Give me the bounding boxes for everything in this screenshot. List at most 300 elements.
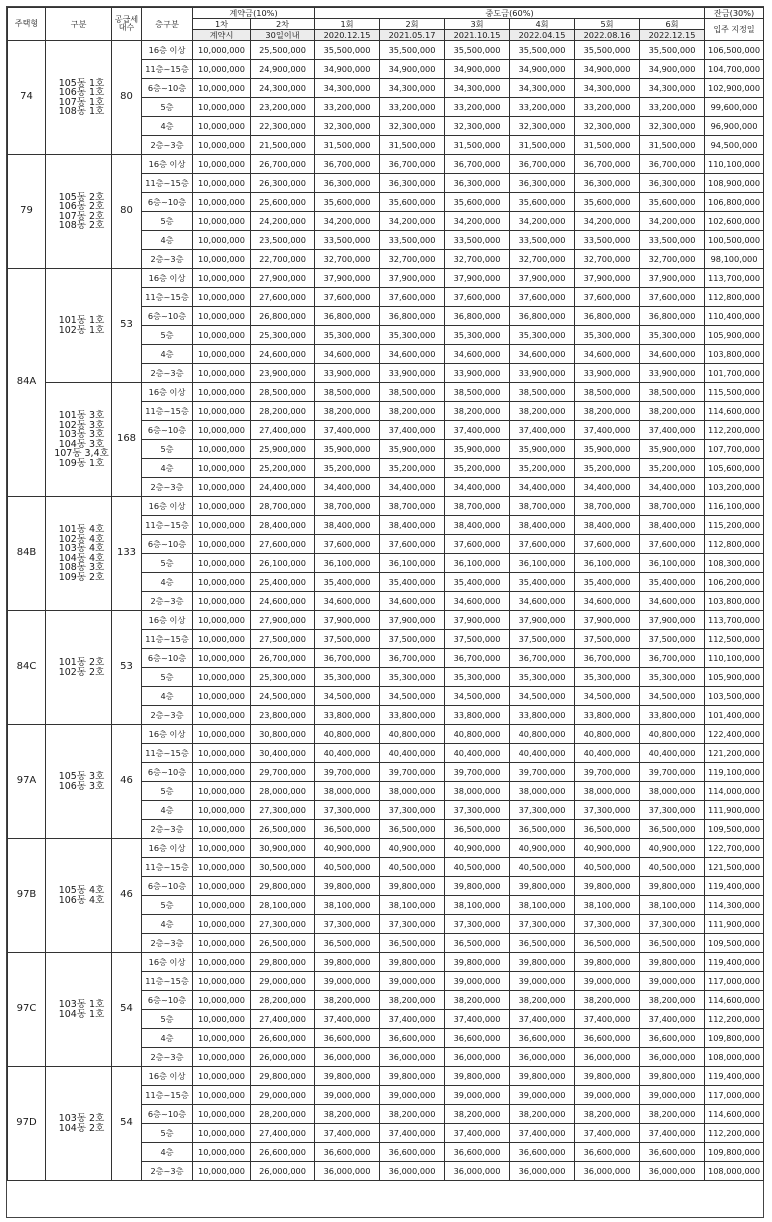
building-group [46, 269, 112, 383]
header-balance: 잔금(30%) [705, 8, 764, 19]
interim-2-amount: 36,000,000 [380, 1162, 445, 1181]
table-header [8, 8, 764, 41]
header-interim-3-date: 2021.10.15 [445, 30, 510, 41]
deposit-1-amount: 10,000,000 [193, 402, 251, 421]
deposit-2-amount: 24,600,000 [251, 345, 315, 364]
floor-range: 4층 [142, 1029, 193, 1048]
interim-3-amount: 38,500,000 [445, 383, 510, 402]
deposit-2-amount: 30,400,000 [251, 744, 315, 763]
deposit-1-amount: 10,000,000 [193, 440, 251, 459]
interim-5-amount: 39,000,000 [575, 1086, 640, 1105]
interim-4-amount: 34,600,000 [510, 345, 575, 364]
header-deposit-1-when: 계약시 [193, 30, 251, 41]
floor-range: 5층 [142, 896, 193, 915]
interim-1-amount: 35,300,000 [315, 668, 380, 687]
balance-amount: 114,000,000 [705, 782, 764, 801]
floor-range: 16층 이상 [142, 611, 193, 630]
floor-range: 2층~3층 [142, 592, 193, 611]
floor-range: 11층~15층 [142, 174, 193, 193]
interim-5-amount: 40,900,000 [575, 839, 640, 858]
table-row [8, 269, 764, 288]
floor-range: 11층~15층 [142, 60, 193, 79]
supply-units: 53 [112, 269, 142, 383]
header-group: 구분 [46, 8, 112, 41]
supply-units: 168 [112, 383, 142, 497]
balance-amount: 103,500,000 [705, 687, 764, 706]
balance-amount: 113,700,000 [705, 269, 764, 288]
interim-6-amount: 38,000,000 [640, 782, 705, 801]
deposit-2-amount: 25,500,000 [251, 41, 315, 60]
interim-6-amount: 35,300,000 [640, 326, 705, 345]
interim-3-amount: 37,400,000 [445, 1124, 510, 1143]
interim-3-amount: 38,100,000 [445, 896, 510, 915]
deposit-1-amount: 10,000,000 [193, 706, 251, 725]
balance-amount: 112,800,000 [705, 535, 764, 554]
header-interim-5: 5회 [575, 19, 640, 30]
balance-amount: 113,700,000 [705, 611, 764, 630]
interim-5-amount: 39,800,000 [575, 1067, 640, 1086]
interim-1-amount: 38,200,000 [315, 991, 380, 1010]
deposit-1-amount: 10,000,000 [193, 991, 251, 1010]
header-interim: 중도금(60%) [315, 8, 705, 19]
deposit-1-amount: 10,000,000 [193, 516, 251, 535]
interim-2-amount: 37,400,000 [380, 421, 445, 440]
header-interim-4: 4회 [510, 19, 575, 30]
building-unit-label: 104동 2호 [58, 1122, 105, 1134]
interim-2-amount: 38,000,000 [380, 782, 445, 801]
interim-4-amount: 37,300,000 [510, 915, 575, 934]
interim-4-amount: 37,500,000 [510, 630, 575, 649]
deposit-2-amount: 29,800,000 [251, 877, 315, 896]
floor-range: 2층~3층 [142, 250, 193, 269]
interim-2-amount: 37,600,000 [380, 535, 445, 554]
interim-4-amount: 36,000,000 [510, 1162, 575, 1181]
interim-6-amount: 33,800,000 [640, 706, 705, 725]
interim-2-amount: 38,100,000 [380, 896, 445, 915]
balance-amount: 109,800,000 [705, 1029, 764, 1048]
interim-5-amount: 36,500,000 [575, 934, 640, 953]
floor-range: 5층 [142, 326, 193, 345]
deposit-1-amount: 10,000,000 [193, 459, 251, 478]
floor-range: 16층 이상 [142, 725, 193, 744]
interim-5-amount: 35,300,000 [575, 668, 640, 687]
building-unit-label: 106동 3호 [58, 780, 105, 792]
building-unit-label: 103동 3호 [58, 429, 105, 440]
interim-2-amount: 33,900,000 [380, 364, 445, 383]
interim-6-amount: 37,400,000 [640, 1010, 705, 1029]
header-units: 공급세대수 [112, 8, 142, 41]
interim-2-amount: 35,300,000 [380, 326, 445, 345]
interim-2-amount: 39,800,000 [380, 953, 445, 972]
interim-2-amount: 36,600,000 [380, 1143, 445, 1162]
interim-3-amount: 35,500,000 [445, 41, 510, 60]
interim-2-amount: 36,700,000 [380, 649, 445, 668]
interim-6-amount: 35,900,000 [640, 440, 705, 459]
floor-range: 16층 이상 [142, 839, 193, 858]
deposit-2-amount: 26,800,000 [251, 307, 315, 326]
header-interim-1: 1회 [315, 19, 380, 30]
floor-range: 5층 [142, 668, 193, 687]
balance-amount: 101,700,000 [705, 364, 764, 383]
deposit-2-amount: 30,800,000 [251, 725, 315, 744]
interim-5-amount: 34,300,000 [575, 79, 640, 98]
interim-2-amount: 36,100,000 [380, 554, 445, 573]
table-row [8, 839, 764, 858]
building-unit-label: 107동 2호 [58, 210, 105, 222]
interim-1-amount: 40,500,000 [315, 858, 380, 877]
floor-range: 11층~15층 [142, 972, 193, 991]
interim-5-amount: 38,500,000 [575, 383, 640, 402]
deposit-2-amount: 25,400,000 [251, 573, 315, 592]
interim-6-amount: 39,000,000 [640, 972, 705, 991]
interim-3-amount: 37,600,000 [445, 288, 510, 307]
balance-amount: 121,500,000 [705, 858, 764, 877]
interim-6-amount: 34,600,000 [640, 345, 705, 364]
interim-2-amount: 36,500,000 [380, 934, 445, 953]
interim-6-amount: 36,500,000 [640, 820, 705, 839]
header-balance-when: 입주 지정일 [705, 19, 764, 41]
deposit-2-amount: 21,500,000 [251, 136, 315, 155]
interim-5-amount: 36,300,000 [575, 174, 640, 193]
floor-range: 11층~15층 [142, 1086, 193, 1105]
interim-5-amount: 36,700,000 [575, 155, 640, 174]
deposit-2-amount: 28,700,000 [251, 497, 315, 516]
floor-range: 2층~3층 [142, 136, 193, 155]
interim-6-amount: 33,900,000 [640, 364, 705, 383]
interim-5-amount: 37,400,000 [575, 1124, 640, 1143]
deposit-1-amount: 10,000,000 [193, 79, 251, 98]
interim-6-amount: 33,500,000 [640, 231, 705, 250]
interim-5-amount: 36,800,000 [575, 307, 640, 326]
interim-4-amount: 34,900,000 [510, 60, 575, 79]
floor-range: 4층 [142, 573, 193, 592]
interim-3-amount: 33,900,000 [445, 364, 510, 383]
interim-5-amount: 33,200,000 [575, 98, 640, 117]
header-type: 주택형 [8, 8, 46, 41]
interim-3-amount: 38,700,000 [445, 497, 510, 516]
header-deposit: 계약금(10%) [193, 8, 315, 19]
deposit-2-amount: 28,100,000 [251, 896, 315, 915]
interim-1-amount: 34,200,000 [315, 212, 380, 231]
interim-6-amount: 36,800,000 [640, 307, 705, 326]
building-unit-label: 108동 3호 [58, 562, 105, 573]
interim-1-amount: 37,400,000 [315, 421, 380, 440]
interim-2-amount: 37,400,000 [380, 1124, 445, 1143]
deposit-2-amount: 23,200,000 [251, 98, 315, 117]
interim-5-amount: 36,000,000 [575, 1162, 640, 1181]
interim-5-amount: 36,500,000 [575, 820, 640, 839]
deposit-1-amount: 10,000,000 [193, 497, 251, 516]
interim-2-amount: 34,400,000 [380, 478, 445, 497]
interim-4-amount: 36,500,000 [510, 820, 575, 839]
balance-amount: 105,600,000 [705, 459, 764, 478]
deposit-1-amount: 10,000,000 [193, 934, 251, 953]
interim-5-amount: 34,400,000 [575, 478, 640, 497]
interim-6-amount: 36,300,000 [640, 174, 705, 193]
floor-range: 11층~15층 [142, 744, 193, 763]
interim-2-amount: 38,200,000 [380, 991, 445, 1010]
building-unit-label: 106동 1호 [58, 87, 105, 98]
deposit-2-amount: 27,900,000 [251, 611, 315, 630]
deposit-1-amount: 10,000,000 [193, 972, 251, 991]
interim-2-amount: 39,000,000 [380, 972, 445, 991]
deposit-1-amount: 10,000,000 [193, 896, 251, 915]
interim-3-amount: 37,500,000 [445, 630, 510, 649]
deposit-2-amount: 24,300,000 [251, 79, 315, 98]
deposit-2-amount: 27,900,000 [251, 269, 315, 288]
interim-1-amount: 37,300,000 [315, 801, 380, 820]
balance-amount: 99,600,000 [705, 98, 764, 117]
deposit-1-amount: 10,000,000 [193, 288, 251, 307]
interim-2-amount: 36,600,000 [380, 1029, 445, 1048]
building-unit-label: 102동 4호 [58, 533, 105, 545]
interim-2-amount: 38,400,000 [380, 516, 445, 535]
deposit-1-amount: 10,000,000 [193, 1162, 251, 1181]
interim-3-amount: 35,400,000 [445, 573, 510, 592]
balance-amount: 103,800,000 [705, 592, 764, 611]
balance-amount: 117,000,000 [705, 1086, 764, 1105]
balance-amount: 112,200,000 [705, 1124, 764, 1143]
balance-amount: 115,500,000 [705, 383, 764, 402]
deposit-2-amount: 27,400,000 [251, 1124, 315, 1143]
header-interim-4-date: 2022.04.15 [510, 30, 575, 41]
deposit-1-amount: 10,000,000 [193, 839, 251, 858]
interim-3-amount: 37,300,000 [445, 801, 510, 820]
balance-amount: 111,900,000 [705, 801, 764, 820]
interim-3-amount: 39,800,000 [445, 1067, 510, 1086]
building-unit-label: 105동 2호 [58, 191, 105, 203]
building-unit-label: 109동 2호 [58, 571, 105, 583]
unit-type: 84A [8, 269, 46, 497]
deposit-1-amount: 10,000,000 [193, 668, 251, 687]
floor-range: 5층 [142, 1124, 193, 1143]
interim-1-amount: 37,900,000 [315, 269, 380, 288]
interim-2-amount: 31,500,000 [380, 136, 445, 155]
supply-units: 54 [112, 1067, 142, 1181]
header-deposit-2: 2차 [251, 19, 315, 30]
floor-range: 11층~15층 [142, 630, 193, 649]
interim-2-amount: 40,500,000 [380, 858, 445, 877]
interim-3-amount: 36,800,000 [445, 307, 510, 326]
balance-amount: 121,200,000 [705, 744, 764, 763]
interim-1-amount: 34,300,000 [315, 79, 380, 98]
interim-3-amount: 33,500,000 [445, 231, 510, 250]
balance-amount: 109,500,000 [705, 934, 764, 953]
interim-3-amount: 38,000,000 [445, 782, 510, 801]
interim-4-amount: 36,600,000 [510, 1029, 575, 1048]
deposit-2-amount: 26,300,000 [251, 174, 315, 193]
building-unit-label: 108동 2호 [58, 220, 105, 231]
balance-amount: 112,800,000 [705, 288, 764, 307]
interim-1-amount: 37,600,000 [315, 288, 380, 307]
interim-1-amount: 37,400,000 [315, 1010, 380, 1029]
building-group [46, 611, 112, 725]
interim-5-amount: 37,600,000 [575, 535, 640, 554]
deposit-1-amount: 10,000,000 [193, 307, 251, 326]
interim-2-amount: 33,200,000 [380, 98, 445, 117]
deposit-2-amount: 28,500,000 [251, 383, 315, 402]
balance-amount: 94,500,000 [705, 136, 764, 155]
interim-4-amount: 35,300,000 [510, 326, 575, 345]
interim-3-amount: 36,700,000 [445, 649, 510, 668]
balance-amount: 119,400,000 [705, 953, 764, 972]
floor-range: 16층 이상 [142, 953, 193, 972]
floor-range: 5층 [142, 782, 193, 801]
building-unit-label: 107동 1호 [58, 96, 105, 108]
interim-4-amount: 39,700,000 [510, 763, 575, 782]
interim-4-amount: 35,300,000 [510, 668, 575, 687]
interim-4-amount: 37,400,000 [510, 1124, 575, 1143]
building-unit-label: 106동 2호 [58, 201, 105, 212]
interim-6-amount: 40,500,000 [640, 858, 705, 877]
table-row [8, 41, 764, 60]
deposit-1-amount: 10,000,000 [193, 326, 251, 345]
interim-1-amount: 36,800,000 [315, 307, 380, 326]
interim-6-amount: 38,400,000 [640, 516, 705, 535]
floor-range: 6층~10층 [142, 79, 193, 98]
interim-2-amount: 38,200,000 [380, 1105, 445, 1124]
interim-6-amount: 38,700,000 [640, 497, 705, 516]
balance-amount: 112,200,000 [705, 421, 764, 440]
deposit-2-amount: 25,600,000 [251, 193, 315, 212]
interim-3-amount: 37,600,000 [445, 535, 510, 554]
interim-4-amount: 34,400,000 [510, 478, 575, 497]
building-unit-label: 101동 3호 [58, 410, 105, 421]
header-interim-2: 2회 [380, 19, 445, 30]
interim-1-amount: 33,800,000 [315, 706, 380, 725]
interim-3-amount: 37,300,000 [445, 915, 510, 934]
interim-1-amount: 34,500,000 [315, 687, 380, 706]
deposit-2-amount: 26,600,000 [251, 1143, 315, 1162]
deposit-1-amount: 10,000,000 [193, 1048, 251, 1067]
interim-4-amount: 36,000,000 [510, 1048, 575, 1067]
floor-range: 16층 이상 [142, 155, 193, 174]
interim-1-amount: 36,000,000 [315, 1048, 380, 1067]
interim-5-amount: 35,500,000 [575, 41, 640, 60]
deposit-2-amount: 27,300,000 [251, 801, 315, 820]
interim-5-amount: 36,600,000 [575, 1029, 640, 1048]
deposit-1-amount: 10,000,000 [193, 953, 251, 972]
interim-3-amount: 36,500,000 [445, 820, 510, 839]
interim-1-amount: 38,700,000 [315, 497, 380, 516]
interim-1-amount: 40,900,000 [315, 839, 380, 858]
interim-5-amount: 38,200,000 [575, 402, 640, 421]
deposit-1-amount: 10,000,000 [193, 41, 251, 60]
interim-1-amount: 35,900,000 [315, 440, 380, 459]
interim-2-amount: 36,800,000 [380, 307, 445, 326]
deposit-2-amount: 27,500,000 [251, 630, 315, 649]
interim-6-amount: 32,300,000 [640, 117, 705, 136]
interim-1-amount: 39,800,000 [315, 877, 380, 896]
deposit-2-amount: 25,900,000 [251, 440, 315, 459]
interim-3-amount: 35,900,000 [445, 440, 510, 459]
payment-schedule-table [7, 7, 764, 1181]
interim-6-amount: 34,400,000 [640, 478, 705, 497]
interim-6-amount: 37,400,000 [640, 421, 705, 440]
balance-amount: 101,400,000 [705, 706, 764, 725]
floor-range: 5층 [142, 440, 193, 459]
interim-5-amount: 34,900,000 [575, 60, 640, 79]
interim-1-amount: 38,000,000 [315, 782, 380, 801]
interim-6-amount: 34,600,000 [640, 592, 705, 611]
floor-range: 2층~3층 [142, 478, 193, 497]
interim-5-amount: 37,500,000 [575, 630, 640, 649]
deposit-1-amount: 10,000,000 [193, 858, 251, 877]
interim-4-amount: 38,400,000 [510, 516, 575, 535]
interim-4-amount: 35,900,000 [510, 440, 575, 459]
deposit-2-amount: 26,000,000 [251, 1162, 315, 1181]
deposit-1-amount: 10,000,000 [193, 820, 251, 839]
interim-3-amount: 35,300,000 [445, 668, 510, 687]
deposit-1-amount: 10,000,000 [193, 877, 251, 896]
unit-type: 79 [8, 155, 46, 269]
balance-amount: 108,300,000 [705, 554, 764, 573]
interim-2-amount: 35,600,000 [380, 193, 445, 212]
floor-range: 4층 [142, 915, 193, 934]
deposit-2-amount: 24,500,000 [251, 687, 315, 706]
building-group [46, 41, 112, 155]
balance-amount: 117,000,000 [705, 972, 764, 991]
interim-6-amount: 40,900,000 [640, 839, 705, 858]
floor-range: 4층 [142, 459, 193, 478]
deposit-2-amount: 27,400,000 [251, 1010, 315, 1029]
interim-4-amount: 37,400,000 [510, 1010, 575, 1029]
deposit-2-amount: 28,200,000 [251, 1105, 315, 1124]
interim-6-amount: 35,300,000 [640, 668, 705, 687]
interim-3-amount: 34,300,000 [445, 79, 510, 98]
building-unit-label: 107동 3,4호 [54, 448, 109, 459]
interim-2-amount: 34,200,000 [380, 212, 445, 231]
interim-3-amount: 36,100,000 [445, 554, 510, 573]
deposit-1-amount: 10,000,000 [193, 592, 251, 611]
interim-2-amount: 40,900,000 [380, 839, 445, 858]
table-row [8, 611, 764, 630]
interim-1-amount: 38,200,000 [315, 402, 380, 421]
interim-1-amount: 35,200,000 [315, 459, 380, 478]
supply-units: 53 [112, 611, 142, 725]
header-interim-6-date: 2022.12.15 [640, 30, 705, 41]
building-unit-label: 105동 4호 [58, 885, 105, 896]
interim-4-amount: 39,800,000 [510, 877, 575, 896]
interim-1-amount: 39,800,000 [315, 953, 380, 972]
interim-6-amount: 36,000,000 [640, 1048, 705, 1067]
interim-4-amount: 37,600,000 [510, 288, 575, 307]
interim-4-amount: 32,300,000 [510, 117, 575, 136]
deposit-1-amount: 10,000,000 [193, 763, 251, 782]
interim-3-amount: 40,800,000 [445, 725, 510, 744]
header-deposit-2-when: 30일이내 [251, 30, 315, 41]
interim-3-amount: 34,600,000 [445, 345, 510, 364]
deposit-2-amount: 22,700,000 [251, 250, 315, 269]
interim-3-amount: 40,500,000 [445, 858, 510, 877]
interim-6-amount: 37,900,000 [640, 611, 705, 630]
balance-amount: 119,400,000 [705, 877, 764, 896]
building-unit-label: 104동 3호 [58, 438, 105, 450]
interim-5-amount: 38,000,000 [575, 782, 640, 801]
interim-1-amount: 39,700,000 [315, 763, 380, 782]
interim-3-amount: 39,000,000 [445, 1086, 510, 1105]
interim-6-amount: 37,600,000 [640, 535, 705, 554]
unit-type: 97D [8, 1067, 46, 1181]
interim-3-amount: 36,300,000 [445, 174, 510, 193]
balance-amount: 108,000,000 [705, 1162, 764, 1181]
deposit-2-amount: 28,000,000 [251, 782, 315, 801]
header-floor: 층구분 [142, 8, 193, 41]
interim-5-amount: 37,400,000 [575, 1010, 640, 1029]
interim-5-amount: 38,200,000 [575, 991, 640, 1010]
interim-6-amount: 37,400,000 [640, 1124, 705, 1143]
interim-3-amount: 37,400,000 [445, 1010, 510, 1029]
